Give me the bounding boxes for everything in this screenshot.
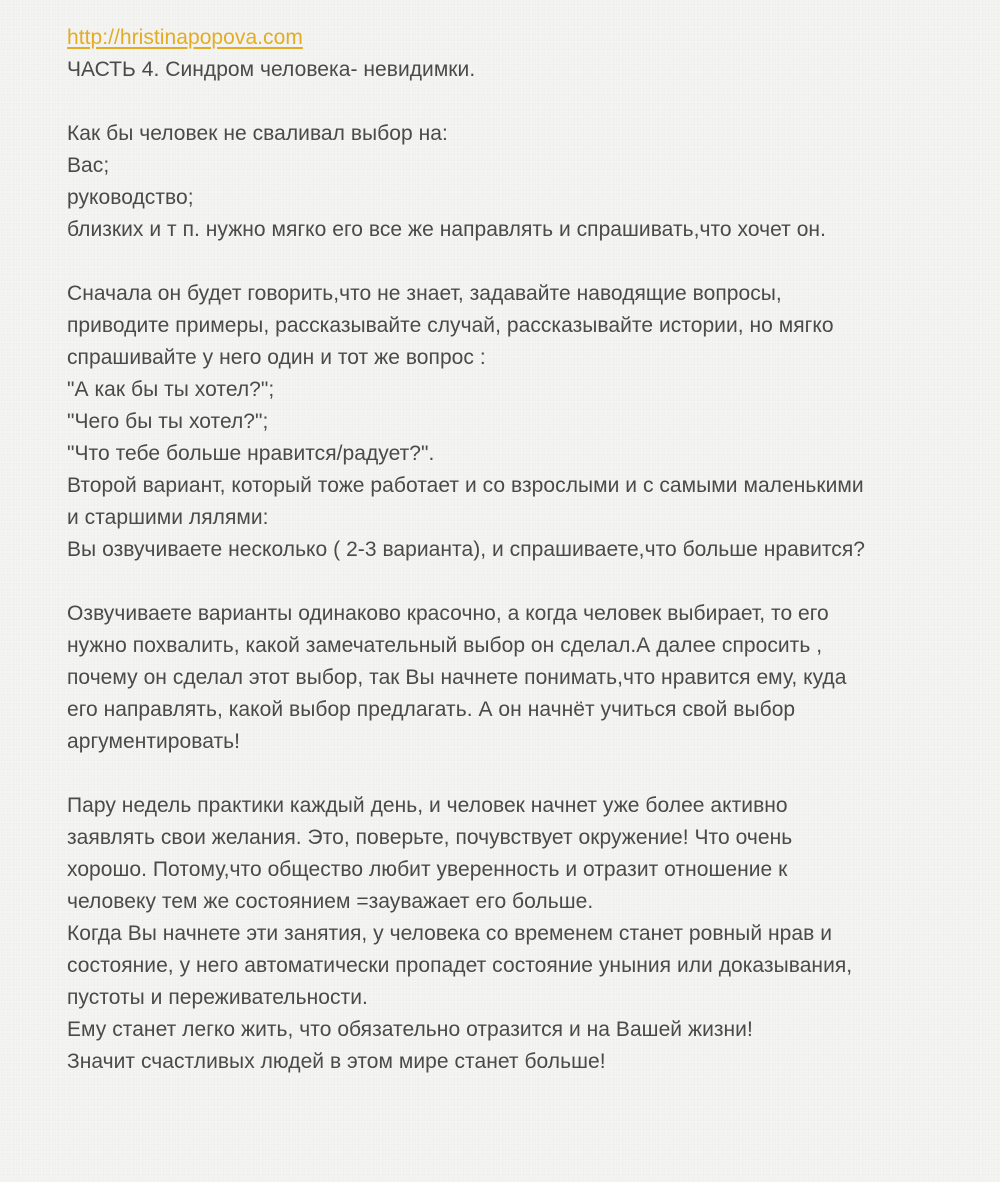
text-line: нужно похвалить, какой замечательный выбор он сделал.А далее спросить , xyxy=(67,634,823,657)
text-line: "Что тебе больше нравится/радует?". xyxy=(67,442,435,465)
text-line: и старшими лялями: xyxy=(67,506,269,529)
text-line: близких и т п. нужно мягко его все же направлять и спрашивать,что хочет он. xyxy=(67,218,826,241)
text-line: человеку тем же состоянием =зауважает его больше. xyxy=(67,890,594,913)
note-body xyxy=(67,22,967,1078)
paragraph-gap xyxy=(67,566,967,598)
text-line: почему он сделал этот выбор, так Вы начнете понимать,что нравится ему, куда xyxy=(67,666,847,689)
text-line: Значит счастливых людей в этом мире станет больше! xyxy=(67,1050,606,1073)
text-line: состояние, у него автоматически пропадет состояние уныния или доказывания, xyxy=(67,954,853,977)
text-line: Сначала он будет говорить,что не знает, задавайте наводящие вопросы, xyxy=(67,282,782,305)
text-line: аргументировать! xyxy=(67,730,241,753)
text-line: руководство; xyxy=(67,186,194,209)
text-line: Второй вариант, который тоже работает и со взрослыми и с самыми маленькими xyxy=(67,474,864,497)
text-line: заявлять свои желания. Это, поверьте, почувствует окружение! Что очень xyxy=(67,826,793,849)
text-line: хорошо. Потому,что общество любит уверенность и отразит отношение к xyxy=(67,858,788,881)
text-line: Вас; xyxy=(67,154,110,177)
paragraph-4 xyxy=(67,790,967,1078)
text-line: "А как бы ты хотел?"; xyxy=(67,378,275,401)
paragraph-gap xyxy=(67,758,967,790)
text-line: Пару недель практики каждый день, и человек начнет уже более активно xyxy=(67,794,788,817)
text-line: Вы озвучиваете несколько ( 2-3 варианта), и спрашиваете,что больше нравится? xyxy=(67,538,865,561)
text-line: Озвучиваете варианты одинаково красочно, а когда человек выбирает, то его xyxy=(67,602,829,625)
paragraph-gap xyxy=(67,246,967,278)
paragraph-gap xyxy=(67,86,967,118)
text-line: Ему станет легко жить, что обязательно отразится и на Вашей жизни! xyxy=(67,1018,753,1041)
text-line: Когда Вы начнете эти занятия, у человека со временем станет ровный нрав и xyxy=(67,922,832,945)
paragraph-2 xyxy=(67,278,967,566)
text-line: его направлять, какой выбор предлагать. А он начнёт учиться свой выбор xyxy=(67,698,796,721)
text-line: "Чего бы ты хотел?"; xyxy=(67,410,269,433)
note-title: ЧАСТЬ 4. Синдром человека- невидимки. xyxy=(67,58,476,81)
paragraph-1 xyxy=(67,118,967,246)
paragraph-3 xyxy=(67,598,967,758)
text-line: Как бы человек не сваливал выбор на: xyxy=(67,122,448,145)
text-line: пустоты и переживательности. xyxy=(67,986,368,1009)
text-line: спрашивайте у него один и тот же вопрос : xyxy=(67,346,486,369)
website-link[interactable]: http://hristinapopova.com xyxy=(67,26,303,49)
text-line: приводите примеры, рассказывайте случай, рассказывайте истории, но мягко xyxy=(67,314,834,337)
